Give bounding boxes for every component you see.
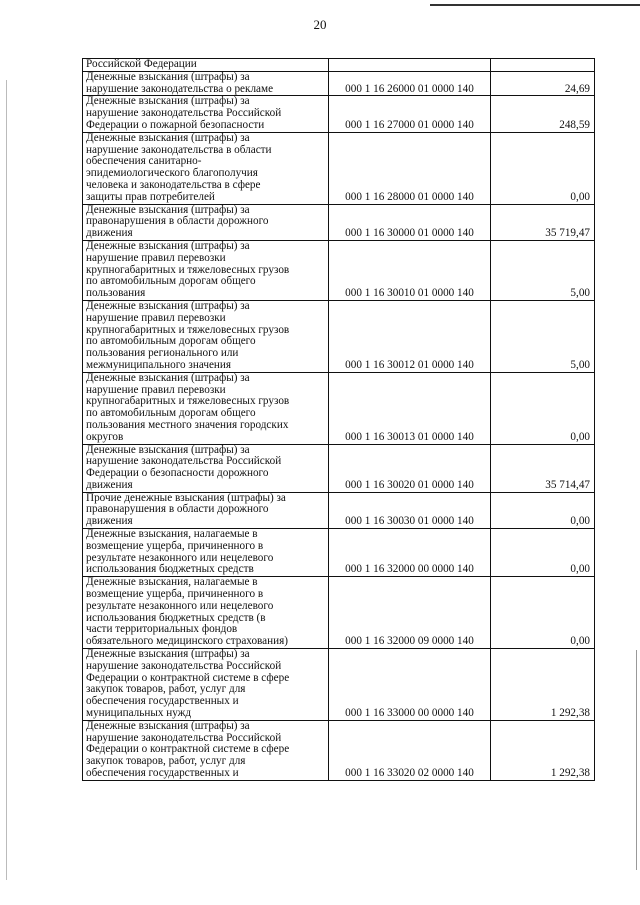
row-amount-cell: 0,00 — [491, 372, 595, 444]
row-code-cell — [329, 59, 491, 72]
row-code-cell: 000 1 16 32000 00 0000 140 — [329, 529, 491, 577]
row-amount-cell: 0,00 — [491, 132, 595, 204]
row-amount-cell — [491, 59, 595, 72]
row-code-cell: 000 1 16 30013 01 0000 140 — [329, 372, 491, 444]
table-row — [83, 372, 595, 444]
row-name-cell: Денежные взыскания (штрафы) за нарушение законодательства в области обеспечения санитарно- эпидемиологического благополучия человека и законодательства в сфере защиты прав потребителей — [83, 132, 329, 204]
row-code-cell: 000 1 16 26000 01 0000 140 — [329, 71, 491, 96]
row-name-cell: Денежные взыскания (штрафы) за нарушение законодательства о рекламе — [83, 71, 329, 96]
row-amount-cell: 5,00 — [491, 240, 595, 300]
row-name-cell: Денежные взыскания (штрафы) за правонарушения в области дорожного движения — [83, 204, 329, 240]
row-amount-cell: 248,59 — [491, 96, 595, 132]
row-name-cell: Денежные взыскания (штрафы) за нарушение законодательства Российской Федерации о контрактной системе в сфере закупок товаров, работ, услуг для обеспечения государственных и — [83, 720, 329, 780]
table-row — [83, 204, 595, 240]
row-amount-cell: 1 292,38 — [491, 649, 595, 721]
row-name-cell: Денежные взыскания (штрафы) за нарушение законодательства Российской Федерации о безопасности дорожного движения — [83, 444, 329, 492]
table-row — [83, 240, 595, 300]
row-code-cell: 000 1 16 33020 02 0000 140 — [329, 720, 491, 780]
row-code-cell: 000 1 16 30020 01 0000 140 — [329, 444, 491, 492]
row-name-cell: Денежные взыскания, налагаемые в возмещение ущерба, причиненного в результате незаконного или нецелевого использования бюджетных средств — [83, 529, 329, 577]
row-amount-cell: 0,00 — [491, 529, 595, 577]
row-code-cell: 000 1 16 32000 09 0000 140 — [329, 577, 491, 649]
row-amount-cell: 5,00 — [491, 300, 595, 372]
row-amount-cell: 1 292,38 — [491, 720, 595, 780]
row-name-cell: Денежные взыскания (штрафы) за нарушение правил перевозки крупногабаритных и тяжеловесных грузов по автомобильным дорогам общего пользования местного значения городских округов — [83, 372, 329, 444]
scan-right-edge — [636, 650, 637, 870]
row-amount-cell: 35 714,47 — [491, 444, 595, 492]
revenue-table-container — [82, 58, 594, 781]
row-name-cell: Денежные взыскания (штрафы) за нарушение правил перевозки крупногабаритных и тяжеловесных грузов по автомобильным дорогам общего пользования — [83, 240, 329, 300]
row-amount-cell: 0,00 — [491, 577, 595, 649]
table-row — [83, 300, 595, 372]
row-code-cell: 000 1 16 33000 00 0000 140 — [329, 649, 491, 721]
row-code-cell: 000 1 16 27000 01 0000 140 — [329, 96, 491, 132]
scan-top-mark — [430, 4, 640, 6]
row-name-cell: Денежные взыскания (штрафы) за нарушение правил перевозки крупногабаритных и тяжеловесных грузов по автомобильным дорогам общего пользования регионального или межмуниципального значения — [83, 300, 329, 372]
row-name-cell: Денежные взыскания, налагаемые в возмещение ущерба, причиненного в результате незаконного или нецелевого использования бюджетных средств (в части территориальных фондов обязательного медицинского страхования) — [83, 577, 329, 649]
table-row — [83, 577, 595, 649]
revenue-table — [82, 58, 595, 781]
row-amount-cell: 35 719,47 — [491, 204, 595, 240]
table-row — [83, 649, 595, 721]
table-row — [83, 492, 595, 528]
row-name-cell: Российской Федерации — [83, 59, 329, 72]
row-name-cell: Прочие денежные взыскания (штрафы) за правонарушения в области дорожного движения — [83, 492, 329, 528]
row-name-cell: Денежные взыскания (штрафы) за нарушение законодательства Российской Федерации о пожарной безопасности — [83, 96, 329, 132]
table-row — [83, 132, 595, 204]
table-row — [83, 444, 595, 492]
row-code-cell: 000 1 16 30030 01 0000 140 — [329, 492, 491, 528]
row-code-cell: 000 1 16 28000 01 0000 140 — [329, 132, 491, 204]
table-row — [83, 59, 595, 72]
page-number: 20 — [313, 17, 327, 32]
row-amount-cell: 24,69 — [491, 71, 595, 96]
revenue-table-body — [83, 59, 595, 781]
scan-left-edge — [6, 80, 7, 880]
table-row — [83, 71, 595, 96]
table-row — [83, 720, 595, 780]
table-row — [83, 96, 595, 132]
row-code-cell: 000 1 16 30000 01 0000 140 — [329, 204, 491, 240]
row-name-cell: Денежные взыскания (штрафы) за нарушение законодательства Российской Федерации о контрактной системе в сфере закупок товаров, работ, услуг для обеспечения государственных и муниципальных нужд — [83, 649, 329, 721]
row-code-cell: 000 1 16 30012 01 0000 140 — [329, 300, 491, 372]
table-row — [83, 529, 595, 577]
row-code-cell: 000 1 16 30010 01 0000 140 — [329, 240, 491, 300]
row-amount-cell: 0,00 — [491, 492, 595, 528]
